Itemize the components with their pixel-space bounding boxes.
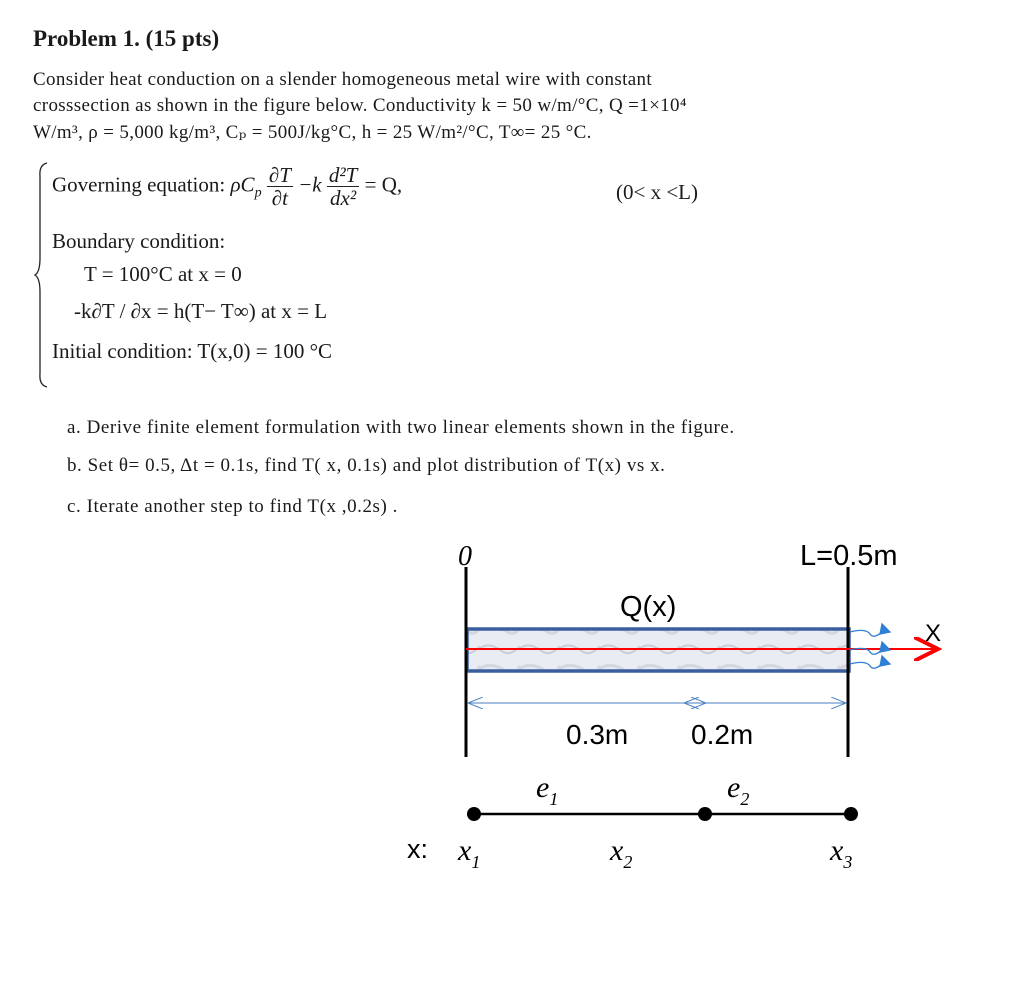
equals-q: = Q, — [364, 172, 403, 197]
node-label-1: $x_1$ — [458, 834, 481, 872]
node-1 — [467, 807, 481, 821]
axis-label: X — [925, 620, 942, 647]
governing-label: Governing equation: — [52, 172, 226, 197]
task-a: a. Derive finite element formulation with two linear elements shown in the figure. — [67, 417, 735, 438]
convection-arrows — [850, 624, 890, 668]
minus-k: −k — [298, 172, 322, 197]
node-3 — [844, 807, 858, 821]
rho-cp: ρC — [230, 172, 255, 197]
problem-intro-line3: W/m³, ρ = 5,000 kg/m³, Cₚ = 500J/kg°C, h = 25 W/m²/°C, T∞= 25 °C. — [33, 122, 592, 143]
task-c: c. Iterate another step to find T(x ,0.2s) . — [67, 496, 398, 517]
dimension-label-1: 0.3m — [566, 719, 629, 750]
task-b: b. Set θ= 0.5, Δt = 0.1s, find T( x, 0.1s) and plot distribution of T(x) vs x. — [67, 455, 666, 476]
domain-range: (0< x <L) — [616, 180, 699, 204]
node-label-2: $x_2$ — [610, 834, 633, 872]
element-label-2: $e_2$ — [727, 771, 750, 809]
problem-intro-line2: crosssection as shown in the figure below. Conductivity k = 50 w/m/°C, Q =1×10⁴ — [33, 95, 687, 116]
space-derivative-den: dx² — [330, 186, 357, 211]
problem-title: Problem 1. (15 pts) — [33, 26, 220, 51]
time-derivative-den: ∂t — [271, 186, 288, 211]
length-label: L=0.5m — [800, 540, 898, 572]
cp-subscript: p — [254, 185, 262, 201]
node-2 — [698, 807, 712, 821]
boundary-label: Boundary condition: — [52, 229, 226, 253]
initial-condition: Initial condition: T(x,0) = 100 °C — [52, 339, 332, 363]
time-derivative-num: ∂T — [268, 163, 291, 187]
coord-label: x: — [407, 834, 429, 864]
boundary-condition-2: -k∂T / ∂x = h(T− T∞) at x = L — [74, 299, 328, 323]
boundary-condition-1: T = 100°C at x = 0 — [84, 262, 242, 286]
source-label: Q(x) — [620, 591, 677, 623]
element-label-1: $e_1$ — [536, 771, 559, 809]
problem-intro-line1: Consider heat conduction on a slender homogeneous metal wire with constant — [33, 69, 652, 90]
node-label-3: $x_3$ — [830, 834, 853, 872]
origin-label: 0 — [458, 541, 472, 572]
space-derivative-num: d²T — [328, 163, 358, 187]
dimension-label-2: 0.2m — [691, 719, 754, 750]
